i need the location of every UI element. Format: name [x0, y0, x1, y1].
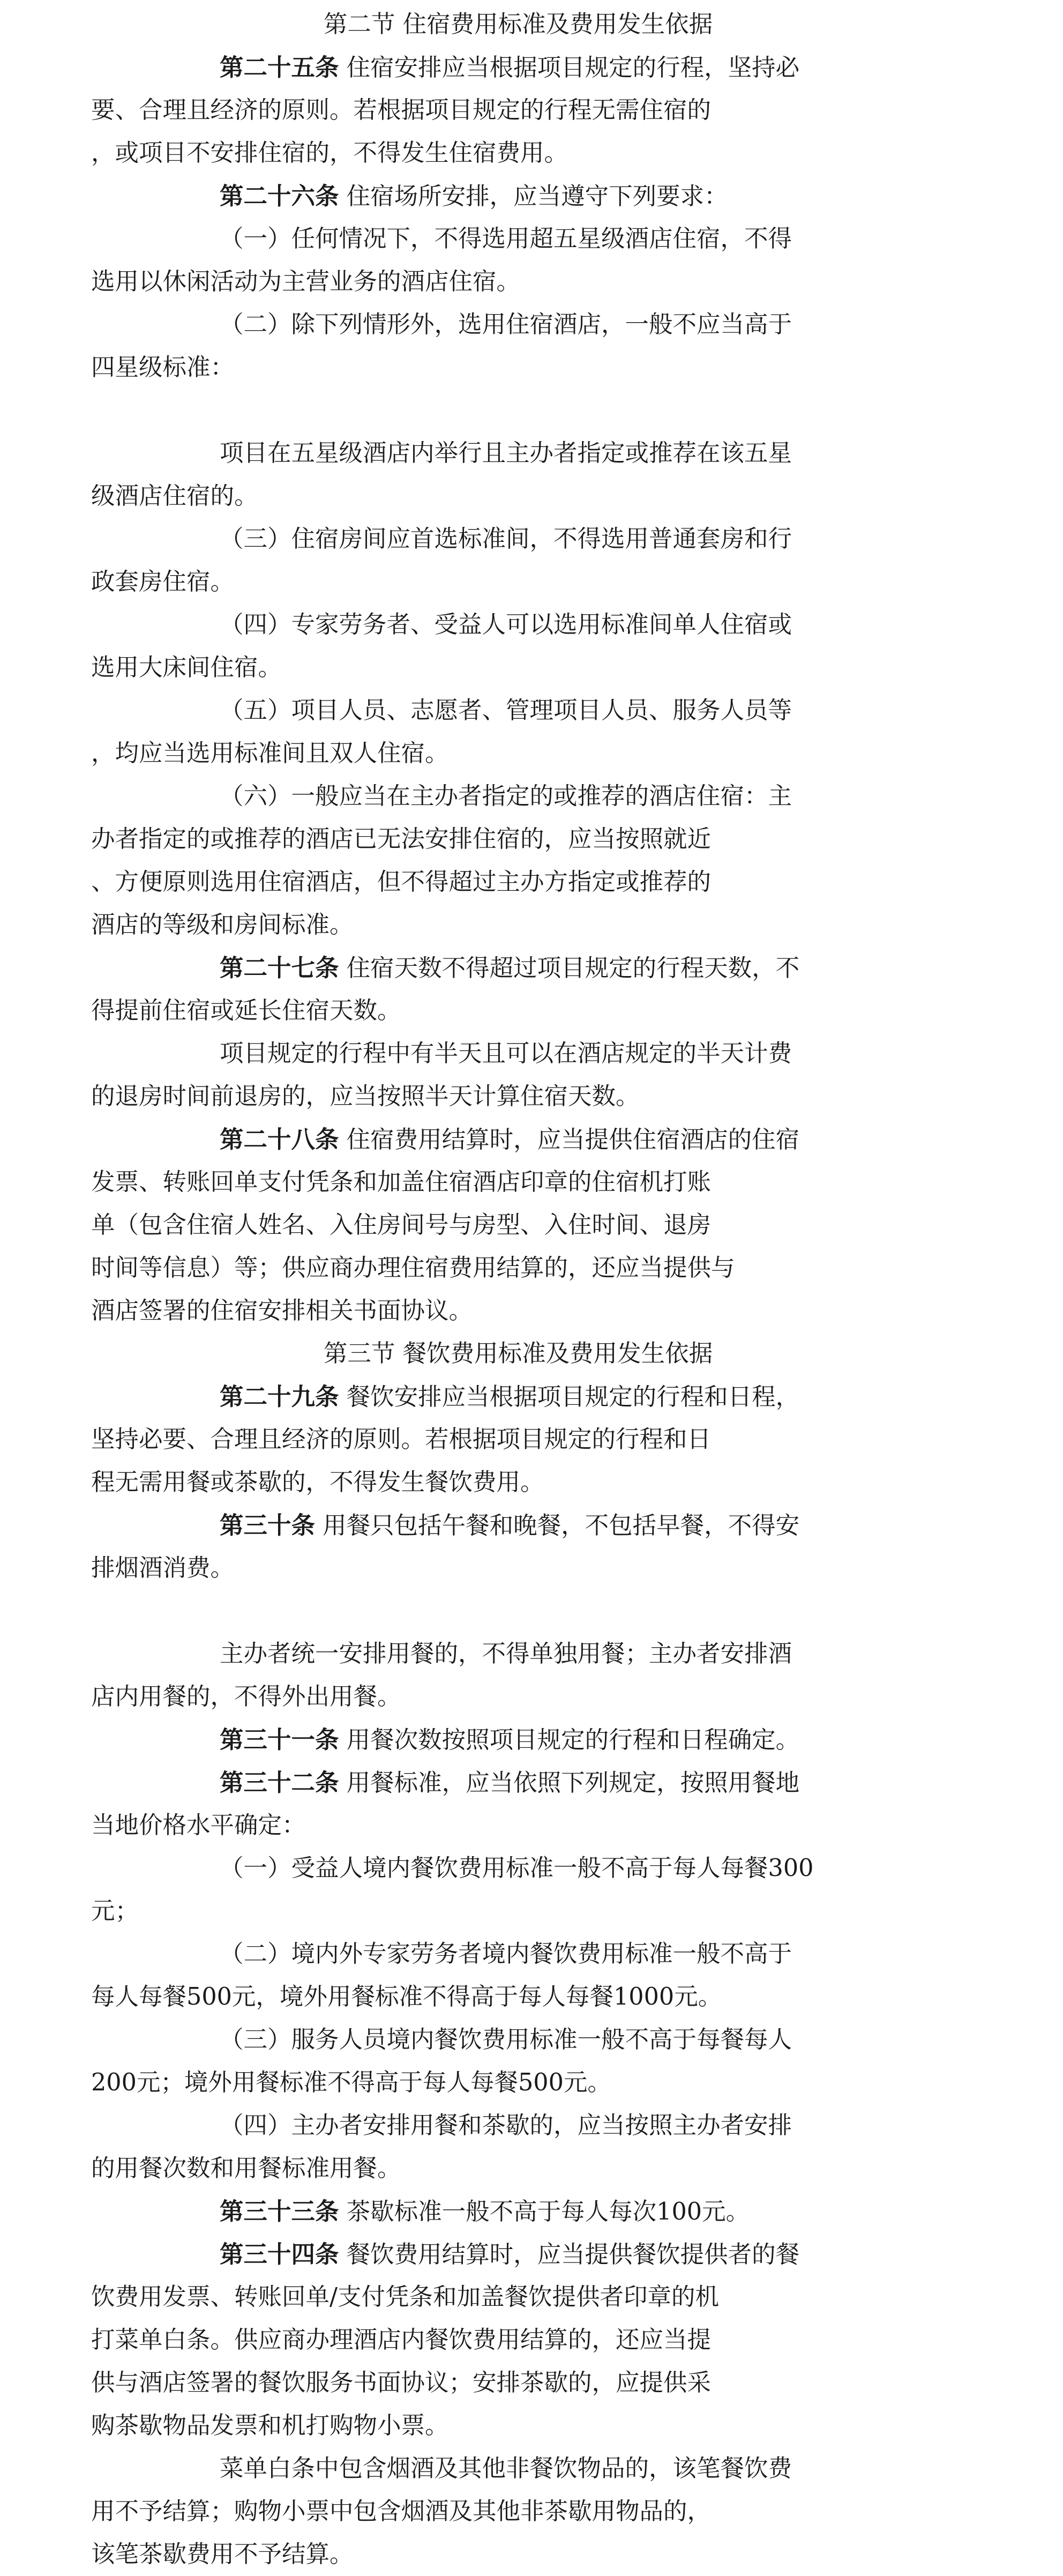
article-26-number: 第二十六条	[220, 182, 339, 210]
article-26-item-6-line-3: 、方便原则选用住宿酒店，但不得超过主办方指定或推荐的	[91, 868, 712, 896]
article-32-line-2: 当地价格水平确定：	[91, 1812, 306, 1839]
article-30-line-1	[91, 1504, 945, 1547]
article-32-item-2-line-1: （二）境内外专家劳务者境内餐饮费用标准一般不高于	[220, 1940, 792, 1968]
article-27-line-2: 得提前住宿或延长住宿天数。	[91, 997, 401, 1024]
article-25-line-1	[91, 46, 945, 89]
article-30-para-2-line-2: 店内用餐的，不得外出用餐。	[91, 1683, 401, 1710]
article-32-item-3-line-1: （三）服务人员境内餐饮费用标准一般不高于每餐每人	[220, 2026, 792, 2053]
article-26-item-2-line-2: 四星级标准：	[91, 354, 235, 381]
article-32-item-4-line-1: （四）主办者安排用餐和茶歇的，应当按照主办者安排	[220, 2112, 792, 2139]
article-30-para-2-line-1: 主办者统一安排用餐的，不得单独用餐；主办者安排酒	[220, 1640, 792, 1667]
article-26-item-4-line-1: （四）专家劳务者、受益人可以选用标准间单人住宿或	[220, 611, 792, 638]
article-26-item-4-line-2: 选用大床间住宿。	[91, 654, 282, 681]
article-30-text: 用餐只包括午餐和晚餐，不包括早餐，不得安	[315, 1512, 800, 1539]
article-28-number: 第二十八条	[220, 1126, 339, 1153]
section-3-title: 第三节 餐饮费用标准及费用发生依据	[323, 1340, 713, 1367]
article-32-text: 用餐标准，应当依照下列规定，按照用餐地	[339, 1769, 800, 1797]
article-26-item-6-line-2: 办者指定的或推荐的酒店已无法安排住宿的，应当按照就近	[91, 825, 712, 853]
article-31-line-1	[91, 1718, 945, 1761]
article-28-line-3: 单（包含住宿人姓名、入住房间号与房型、入住时间、退房	[91, 1211, 712, 1239]
article-34-line-5: 购茶歇物品发票和机打购物小票。	[91, 2412, 449, 2439]
article-26-item-2-line-1: （二）除下列情形外，选用住宿酒店，一般不应当高于	[220, 311, 792, 338]
article-29-number: 第二十九条	[220, 1383, 339, 1411]
article-26-exception-line-1: 项目在五星级酒店内举行且主办者指定或推荐在该五星	[220, 440, 792, 467]
article-34-line-4: 供与酒店签署的餐饮服务书面协议；安排茶歇的，应提供采	[91, 2369, 712, 2396]
article-34-line-3: 打菜单白条。供应商办理酒店内餐饮费用结算的，还应当提	[91, 2326, 712, 2354]
article-26-exception-line-2: 级酒店住宿的。	[91, 482, 258, 510]
article-25-line-3: ，或项目不安排住宿的，不得发生住宿费用。	[91, 139, 568, 167]
article-30-line-2: 排烟酒消费。	[91, 1554, 235, 1582]
article-25-number: 第二十五条	[220, 54, 339, 81]
article-26-item-5-line-2: ，均应当选用标准间且双人住宿。	[91, 740, 449, 767]
spacer	[91, 389, 945, 432]
article-32-item-1-line-2: 元；	[91, 1897, 139, 1925]
article-26-text: 住宿场所安排，应当遵守下列要求：	[339, 183, 728, 210]
article-34-line-2: 饮费用发票、转账回单/支付凭条和加盖餐饮提供者印章的机	[91, 2283, 719, 2311]
article-32-item-3-line-2: 200元；境外用餐标准不得高于每人每餐500元。	[91, 2069, 611, 2096]
article-33-text: 茶歇标准一般不高于每人每次100元。	[339, 2198, 750, 2225]
article-26-item-1-line-1: （一）任何情况下，不得选用超五星级酒店住宿，不得	[220, 225, 792, 252]
article-32-item-1-line-1: （一）受益人境内餐饮费用标准一般不高于每人每餐300	[220, 1855, 814, 1882]
article-27-text: 住宿天数不得超过项目规定的行程天数，不	[339, 955, 800, 982]
article-27-line-1	[91, 947, 945, 989]
article-32-item-4-line-2: 的用餐次数和用餐标准用餐。	[91, 2155, 401, 2182]
article-32-number: 第三十二条	[220, 1769, 339, 1797]
article-26-line-1	[91, 175, 945, 218]
article-31-text: 用餐次数按照项目规定的行程和日程确定。	[339, 1726, 800, 1754]
article-29-line-2: 坚持必要、合理且经济的原则。若根据项目规定的行程和日	[91, 1426, 712, 1453]
article-26-item-5-line-1: （五）项目人员、志愿者、管理项目人员、服务人员等	[220, 697, 792, 724]
article-29-text: 餐饮安排应当根据项目规定的行程和日程，	[339, 1383, 800, 1411]
article-28-line-5: 酒店签署的住宿安排相关书面协议。	[91, 1297, 473, 1324]
article-26-item-6-line-4: 酒店的等级和房间标准。	[91, 911, 354, 939]
article-26-item-3-line-2: 政套房住宿。	[91, 568, 235, 595]
article-28-text: 住宿费用结算时，应当提供住宿酒店的住宿	[339, 1126, 800, 1153]
article-32-item-2-line-2: 每人每餐500元，境外用餐标准不得高于每人每餐1000元。	[91, 1983, 722, 2011]
article-27-para-2-line-2: 的退房时间前退房的，应当按照半天计算住宿天数。	[91, 1083, 640, 1110]
article-34-para-2-line-2: 用不予结算；购物小票中包含烟酒及其他非茶歇用物品的，	[91, 2498, 712, 2525]
article-34-number: 第三十四条	[220, 2240, 339, 2268]
article-26-item-3-line-1: （三）住宿房间应首选标准间，不得选用普通套房和行	[220, 525, 792, 553]
article-34-para-2-line-1: 菜单白条中包含烟酒及其他非餐饮物品的，该笔餐饮费	[220, 2455, 792, 2482]
article-33-line-1	[91, 2190, 945, 2233]
spacer	[91, 1590, 945, 1633]
article-28-line-2: 发票、转账回单支付凭条和加盖住宿酒店印章的住宿机打账	[91, 1168, 712, 1196]
article-34-text: 餐饮费用结算时，应当提供餐饮提供者的餐	[339, 2241, 800, 2268]
article-28-line-1	[91, 1118, 945, 1161]
article-33-number: 第三十三条	[220, 2198, 339, 2225]
article-34-para-2-line-3: 该笔茶歇费用不予结算。	[91, 2541, 354, 2568]
article-31-number: 第三十一条	[220, 1726, 339, 1754]
article-25-text: 住宿安排应当根据项目规定的行程，坚持必	[339, 54, 800, 81]
article-29-line-1	[91, 1375, 945, 1418]
article-27-number: 第二十七条	[220, 954, 339, 982]
article-30-number: 第三十条	[220, 1512, 316, 1539]
article-26-item-1-line-2: 选用以休闲活动为主营业务的酒店住宿。	[91, 268, 521, 295]
article-29-line-3: 程无需用餐或茶歇的，不得发生餐饮费用。	[91, 1469, 544, 1496]
article-34-line-1	[91, 2233, 945, 2276]
article-25-line-2: 要、合理且经济的原则。若根据项目规定的行程无需住宿的	[91, 96, 712, 124]
article-28-line-4: 时间等信息）等；供应商办理住宿费用结算的，还应当提供与	[91, 1254, 735, 1282]
article-26-item-6-line-1: （六）一般应当在主办者指定的或推荐的酒店住宿：主	[220, 783, 792, 810]
section-2-title: 第二节 住宿费用标准及费用发生依据	[323, 11, 713, 38]
article-27-para-2-line-1: 项目规定的行程中有半天且可以在酒店规定的半天计费	[220, 1040, 792, 1067]
article-32-line-1	[91, 1761, 945, 1804]
